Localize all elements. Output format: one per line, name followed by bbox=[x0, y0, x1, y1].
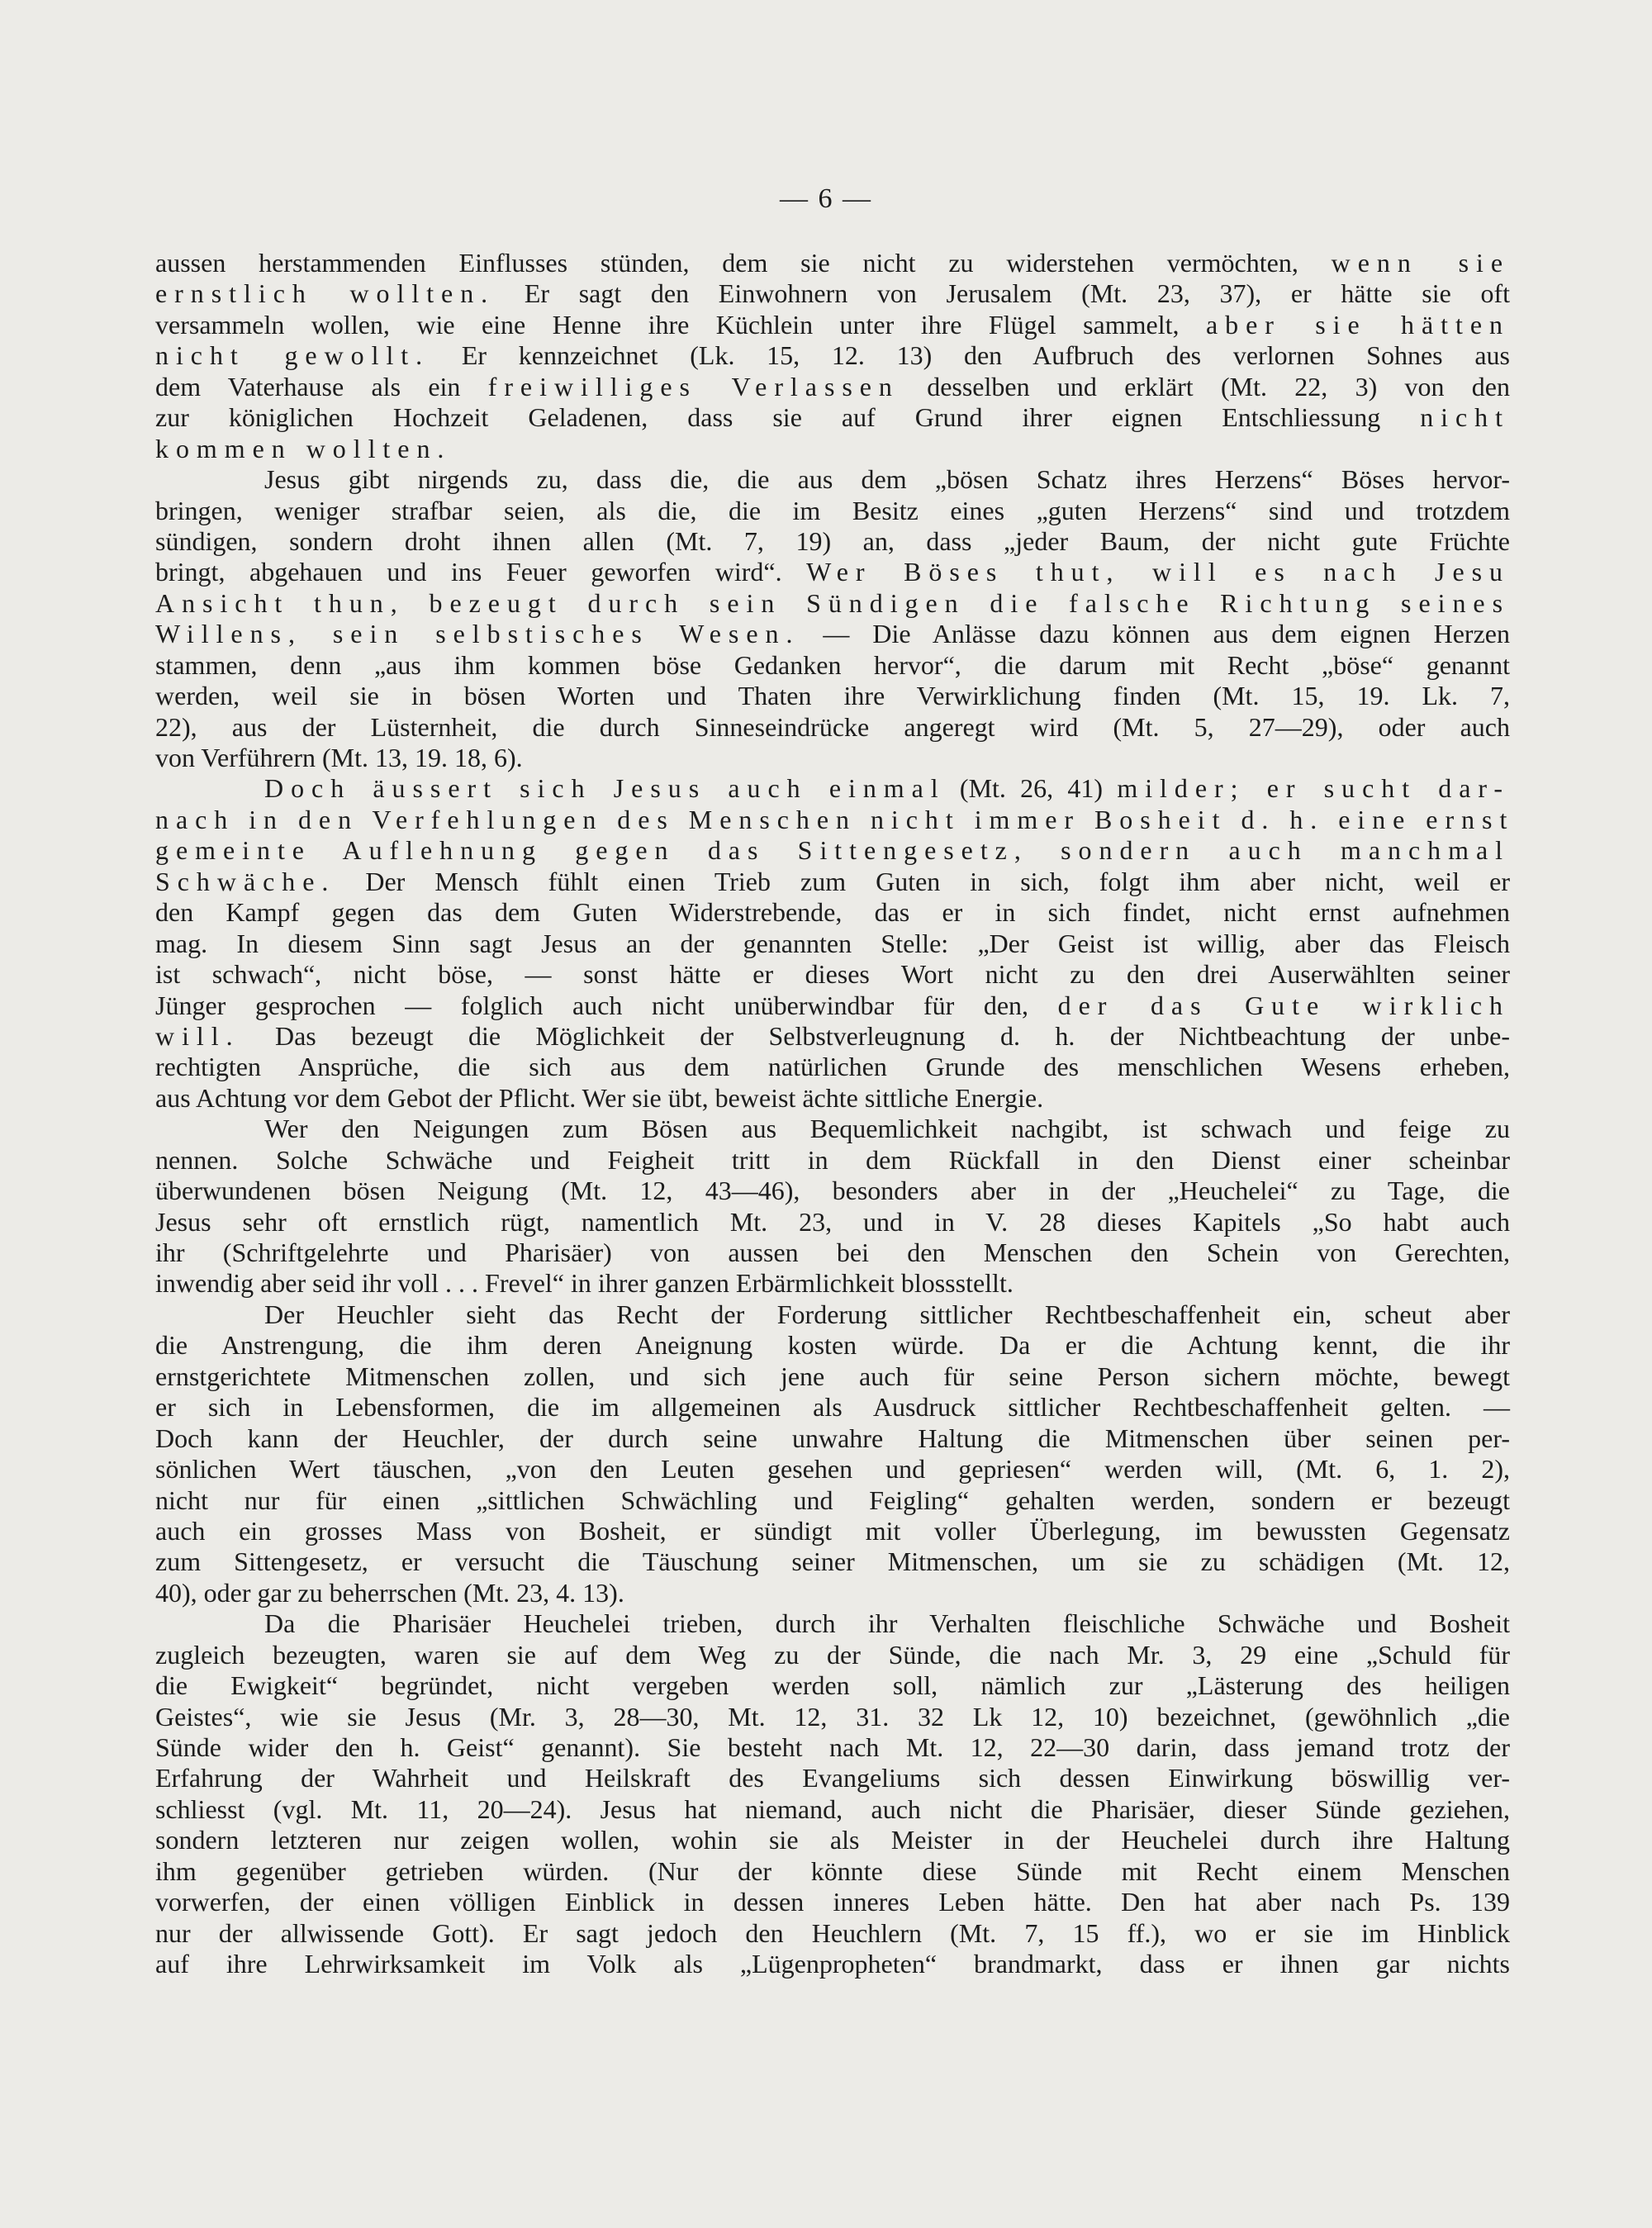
text-run: Das bezeugt die Möglichkeit der Selbstverleugnung d. h. der Nichtbeachtung der unbe- bbox=[240, 1020, 1510, 1051]
spaced-emphasis: gemeinte Auflehnung gegen das Sittengesetz, sondern auch manchmal bbox=[155, 835, 1510, 866]
text-run: stammen, denn „aus ihm kommen böse Gedanken hervor“, die darum mit Recht „böse“ genannt bbox=[155, 649, 1510, 680]
text-line bbox=[155, 1608, 1510, 1639]
spaced-emphasis: ernstlich wollten. bbox=[155, 278, 496, 309]
text-run: nicht nur für einen „sittlichen Schwächling und Feigling“ gehalten werden, sondern er bezeugt bbox=[155, 1485, 1510, 1515]
spaced-emphasis: Wer Böses thut, will es nach Jesu bbox=[806, 557, 1510, 587]
text-line bbox=[155, 1423, 1510, 1454]
text-run: ist schwach“, nicht böse, — sonst hätte er dieses Wort nicht zu den drei Auserwählten seiner bbox=[155, 959, 1510, 990]
text-run: die Ewigkeit“ begründet, nicht vergeben werden soll, nämlich zur „Lästerung des heiligen bbox=[155, 1670, 1510, 1701]
text-run: er sich in Lebensformen, die im allgemeinen als Ausdruck sittlicher Rechtbeschaffenheit gelten. — bbox=[155, 1392, 1510, 1423]
text-line bbox=[155, 990, 1510, 1021]
spaced-emphasis: Schwäche. bbox=[155, 866, 336, 896]
text-run: auch ein grosses Mass von Bosheit, er sündigt mit voller Überlegung, im bewussten Gegensatz bbox=[155, 1515, 1510, 1546]
spaced-emphasis: will. bbox=[155, 1020, 240, 1051]
page-number: — 6 — bbox=[780, 183, 872, 214]
text-run: bringen, weniger strafbar seien, als die, die im Besitz eines „guten Herzens“ sind und trotzdem bbox=[155, 495, 1510, 525]
spaced-emphasis: nach in den Verfehlungen des Menschen nicht immer Bosheit d. h. eine ernst bbox=[155, 804, 1515, 834]
text-line bbox=[155, 1114, 1510, 1144]
text-line bbox=[155, 496, 1510, 526]
text-line bbox=[155, 681, 1510, 711]
text-line bbox=[155, 867, 1510, 897]
text-line bbox=[155, 1392, 1510, 1423]
text-run: ihm gegenüber getrieben würden. (Nur der könnte diese Sünde mit Recht einem Menschen bbox=[155, 1855, 1510, 1886]
text-line bbox=[155, 1176, 1510, 1206]
text-run: mag. In diesem Sinn sagt Jesus an der genannten Stelle: „Der Geist ist willig, aber das Fleisch bbox=[155, 928, 1510, 958]
spaced-emphasis: milder; er sucht dar- bbox=[1117, 773, 1510, 804]
text-line bbox=[155, 526, 1510, 557]
text-line bbox=[155, 1330, 1510, 1361]
text-line bbox=[155, 959, 1510, 990]
text-run: zur königlichen Hochzeit Geladenen, dass sie auf Grund ihrer eignen Entschliessung bbox=[155, 402, 1421, 433]
text-line bbox=[155, 1207, 1510, 1238]
text-line bbox=[155, 1485, 1510, 1516]
text-run: werden, weil sie in bösen Worten und Thaten ihre Verwirklichung finden (Mt. 15, 19. Lk. 7, bbox=[155, 681, 1510, 711]
text-line bbox=[155, 434, 1510, 464]
text-run: — Die Anlässe dazu können aus dem eignen Herzen bbox=[800, 619, 1510, 649]
text-run: bringt, abgehauen und ins Feuer geworfen wird“. bbox=[155, 557, 807, 587]
spaced-emphasis: nicht gewollt. bbox=[155, 340, 430, 371]
text-line bbox=[155, 402, 1510, 433]
text-run: Jesus sehr oft ernstlich rügt, namentlich Mt. 23, und in V. 28 dieses Kapitels „So habt auch bbox=[155, 1206, 1510, 1237]
text-line bbox=[155, 372, 1510, 402]
text-run: sondern letzteren nur zeigen wollen, wohin sie als Meister in der Heuchelei durch ihre Haltung bbox=[155, 1825, 1510, 1855]
text-run: vorwerfen, der einen völligen Einblick in dessen inneres Leben hätte. Den hat aber nach Ps. 139 bbox=[155, 1887, 1510, 1917]
text-run: Sünde wider den h. Geist“ genannt). Sie besteht nach Mt. 12, 22—30 darin, dass jemand trotz der bbox=[155, 1732, 1510, 1762]
text-line bbox=[155, 1732, 1510, 1763]
text-run: überwundenen bösen Neigung (Mt. 12, 43—46), besonders aber in der „Heuchelei“ zu Tage, die bbox=[155, 1176, 1510, 1206]
text-run: nur der allwissende Gott). Er sagt jedoch den Heuchlern (Mt. 7, 15 ff.), wo er sie im Hinblick bbox=[155, 1917, 1510, 1948]
text-run: von Verführern (Mt. 13, 19. 18, 6). bbox=[155, 743, 523, 772]
text-line bbox=[155, 1145, 1510, 1176]
text-line bbox=[155, 804, 1515, 835]
text-line bbox=[155, 1052, 1510, 1082]
text-run: ernstgerichtete Mitmenschen zollen, und sich jene auch für seine Person sichern möchte, bewegt bbox=[155, 1361, 1510, 1391]
spaced-emphasis: freiwilliges Verlassen bbox=[487, 371, 900, 401]
spaced-emphasis: Doch äussert sich Jesus auch einmal bbox=[264, 773, 946, 804]
text-line bbox=[155, 712, 1510, 743]
spaced-emphasis: kommen wollten. bbox=[155, 433, 452, 463]
text-line bbox=[155, 1083, 1510, 1114]
text-run: zugleich bezeugten, waren sie auf dem Weg zu der Sünde, die nach Mr. 3, 29 eine „Schuld für bbox=[155, 1639, 1510, 1670]
text-run: sönlichen Wert täuschen, „von den Leuten gesehen und gepriesen“ werden will, (Mt. 6, 1. 2), bbox=[155, 1454, 1510, 1485]
text-line bbox=[155, 650, 1510, 681]
text-line bbox=[155, 340, 1510, 371]
spaced-emphasis: aber sie hätten bbox=[1205, 309, 1511, 340]
text-run: auf ihre Lehrwirksamkeit im Volk als „Lügenpropheten“ brandmarkt, dass er ihnen gar nichts bbox=[155, 1949, 1510, 1979]
text-line bbox=[155, 1546, 1510, 1577]
text-run: zum Sittengesetz, er versucht die Täuschung seiner Mitmenschen, um sie zu schädigen (Mt. 12, bbox=[155, 1546, 1510, 1577]
text-line bbox=[155, 1794, 1510, 1825]
spaced-emphasis: Willens, sein selbstisches Wesen. bbox=[155, 619, 800, 649]
text-line bbox=[155, 1856, 1510, 1887]
text-run: 40), oder gar zu beherrschen (Mt. 23, 4. 13). bbox=[155, 1577, 624, 1608]
text-run: die Anstrengung, die ihm deren Aneignung kosten würde. Da er die Achtung kennt, die ihr bbox=[155, 1330, 1510, 1361]
text-run: (Mt. 26, 41) bbox=[945, 773, 1118, 804]
text-run: Wer den Neigungen zum Bösen aus Bequemlichkeit nachgibt, ist schwach und feige zu bbox=[264, 1114, 1510, 1144]
text-run: dem Vaterhause als ein bbox=[155, 371, 488, 401]
text-run: inwendig aber seid ihr voll . . . Frevel“ in ihrer ganzen Erbärmlichkeit blossstellt. bbox=[155, 1268, 1014, 1299]
spaced-emphasis: Ansicht thun, bezeugt durch sein Sündigen die falsche Richtung seines bbox=[155, 587, 1510, 618]
text-line bbox=[155, 1825, 1510, 1855]
text-run: Er sagt den Einwohnern von Jerusalem (Mt. 23, 37), er hätte sie oft bbox=[495, 278, 1511, 309]
text-line bbox=[155, 1578, 1510, 1608]
text-line bbox=[155, 1702, 1510, 1732]
text-line bbox=[155, 1670, 1510, 1701]
text-line bbox=[155, 1299, 1510, 1330]
text-run: Erfahrung der Wahrheit und Heilskraft des Evangeliums sich dessen Einwirkung böswillig ver- bbox=[155, 1763, 1510, 1793]
text-run: Jünger gesprochen — folglich auch nicht unüberwindbar für den, bbox=[155, 990, 1058, 1020]
body-text bbox=[155, 248, 1515, 1980]
text-line bbox=[155, 1268, 1510, 1299]
text-line bbox=[155, 835, 1510, 866]
text-line bbox=[155, 773, 1510, 804]
text-run: aussen herstammenden Einflusses stünden, dem sie nicht zu widerstehen vermöchten, bbox=[155, 248, 1332, 278]
text-run: aus Achtung vor dem Gebot der Pflicht. Wer sie übt, beweist ächte sittliche Energie. bbox=[155, 1082, 1044, 1113]
text-run: 22), aus der Lüsternheit, die durch Sinneseindrücke angeregt wird (Mt. 5, 27—29), oder auch bbox=[155, 711, 1510, 742]
text-run: Der Mensch fühlt einen Trieb zum Guten in sich, folgt ihm aber nicht, weil er bbox=[335, 866, 1510, 896]
text-run: Er kennzeichnet (Lk. 15, 12. 13) den Aufbruch des verlornen Sohnes aus bbox=[430, 340, 1510, 371]
text-line bbox=[155, 929, 1510, 959]
text-run: Doch kann der Heuchler, der durch seine unwahre Haltung die Mitmenschen über seinen per- bbox=[155, 1423, 1510, 1453]
text-line bbox=[155, 278, 1510, 309]
text-line bbox=[155, 464, 1510, 495]
text-line bbox=[155, 1238, 1510, 1268]
text-run: Jesus gibt nirgends zu, dass die, die aus dem „bösen Schatz ihres Herzens“ Böses hervor- bbox=[264, 464, 1510, 495]
text-line bbox=[155, 1021, 1510, 1052]
text-run: desselben und erklärt (Mt. 22, 3) von den bbox=[899, 371, 1511, 401]
text-run: Geistes“, wie sie Jesus (Mr. 3, 28—30, Mt. 12, 31. 32 Lk 12, 10) bezeichnet, (gewöhnlich „die bbox=[155, 1701, 1510, 1732]
text-line bbox=[155, 897, 1510, 928]
spaced-emphasis: nicht bbox=[1420, 402, 1510, 433]
text-line bbox=[155, 743, 1510, 773]
text-run: schliesst (vgl. Mt. 11, 20—24). Jesus hat niemand, auch nicht die Pharisäer, dieser Sünde geziehen, bbox=[155, 1793, 1510, 1824]
text-line bbox=[155, 1516, 1510, 1546]
text-line bbox=[155, 1763, 1510, 1793]
text-run: nennen. Solche Schwäche und Feigheit tritt in dem Rückfall in den Dienst einer scheinbar bbox=[155, 1144, 1510, 1175]
text-run: versammeln wollen, wie eine Henne ihre Küchlein unter ihre Flügel sammelt, bbox=[155, 309, 1206, 340]
text-line bbox=[155, 1887, 1510, 1917]
text-line bbox=[155, 1949, 1510, 1979]
text-line bbox=[155, 1918, 1510, 1949]
text-run: rechtigten Ansprüche, die sich aus dem natürlichen Grunde des menschlichen Wesens erheben, bbox=[155, 1052, 1510, 1082]
text-line bbox=[155, 619, 1510, 649]
text-run: ihr (Schriftgelehrte und Pharisäer) von aussen bei den Menschen den Schein von Gerechten, bbox=[155, 1238, 1510, 1267]
spaced-emphasis: wenn sie bbox=[1331, 248, 1510, 278]
text-line bbox=[155, 1361, 1510, 1392]
text-run: sündigen, sondern droht ihnen allen (Mt. 7, 19) an, dass „jeder Baum, der nicht gute Früchte bbox=[155, 525, 1510, 556]
text-line bbox=[155, 557, 1510, 587]
text-run: Der Heuchler sieht das Recht der Forderung sittlicher Rechtbeschaffenheit ein, scheut aber bbox=[264, 1299, 1510, 1329]
text-line bbox=[155, 1640, 1510, 1670]
text-line bbox=[155, 248, 1510, 278]
text-line bbox=[155, 310, 1510, 340]
spaced-emphasis: der das Gute wirklich bbox=[1057, 990, 1510, 1020]
text-run: den Kampf gegen das dem Guten Widerstrebende, das er in sich findet, nicht ernst aufnehmen bbox=[155, 897, 1510, 928]
text-run: Da die Pharisäer Heuchelei trieben, durch ihr Verhalten fleischliche Schwäche und Bosheit bbox=[264, 1608, 1510, 1639]
text-line bbox=[155, 1454, 1510, 1485]
text-line bbox=[155, 588, 1510, 619]
